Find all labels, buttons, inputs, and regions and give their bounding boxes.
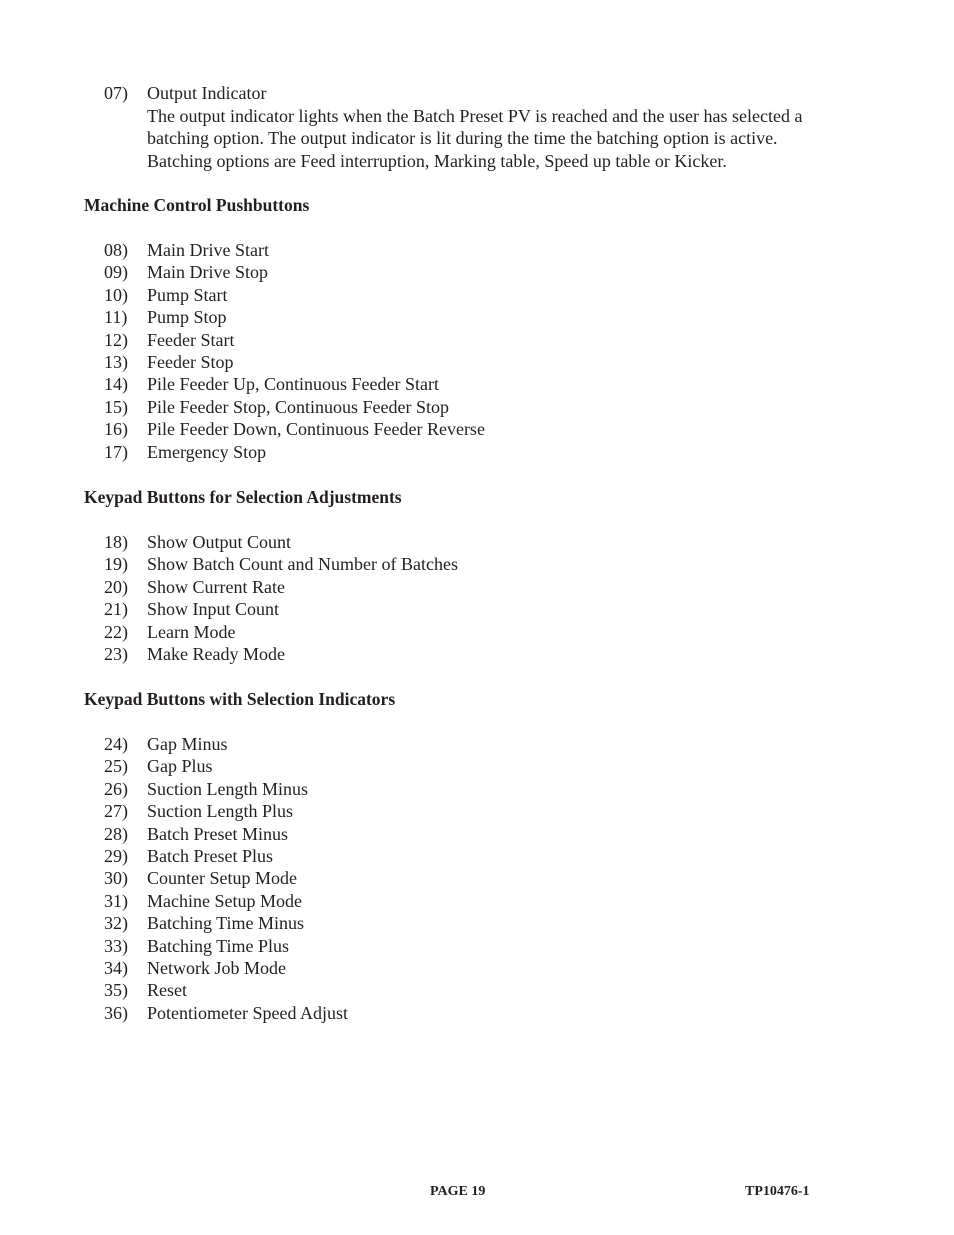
list-item: 32) Batching Time Minus [104,913,305,934]
selection-indicators-list [104,733,348,1024]
list-item: 08) Main Drive Start [104,240,269,260]
list-item: 13) Feeder Stop [104,352,234,373]
page-number: PAGE 19 [430,1184,486,1199]
list-item: 14) Pile Feeder Up, Continuous Feeder Start [104,374,439,395]
list-item: 21) Show Input Count [104,599,280,620]
list-item: 29) Batch Preset Plus [104,846,273,867]
list-item: 24) Gap Minus [104,734,228,754]
list-item: 26) Suction Length Minus [104,778,308,799]
list-item: 17) Emergency Stop [104,441,267,462]
list-item: 11) Pump Stop [104,307,227,328]
list-item: 27) Suction Length Plus [104,801,294,822]
list-item: 19) Show Batch Count and Number of Batches [104,554,458,575]
list-item: 23) Make Ready Mode [104,644,285,665]
list-item: 15) Pile Feeder Stop, Continuous Feeder Stop [104,396,449,417]
list-item: 18) Show Output Count [104,532,292,552]
list-item: 30) Counter Setup Mode [104,868,297,889]
section-heading-selection-indicators: Keypad Buttons with Selection Indicators [84,689,396,709]
list-item: 22) Learn Mode [104,621,236,642]
list-item: 34) Network Job Mode [104,958,286,979]
list-item: 12) Feeder Start [104,329,235,350]
list-item: 33) Batching Time Plus [104,935,290,956]
intro-item-description: The output indicator lights when the Batch Preset PV is reached and the user has selected a batching option. The output indicator is lit during the time the batching option is active. Batching options are Feed interruption, Marking table, Speed up table or Kicker. [147,105,803,171]
list-item: 36) Potentiometer Speed Adjust [104,1002,348,1023]
document-id: TP10476-1 [745,1184,810,1199]
list-item: 25) Gap Plus [104,756,213,777]
list-item: 28) Batch Preset Minus [104,823,288,844]
section-heading-selection-adjustments: Keypad Buttons for Selection Adjustments [84,487,402,507]
list-item: 16) Pile Feeder Down, Continuous Feeder Reverse [104,419,485,440]
machine-control-list [104,239,485,463]
list-item: 31) Machine Setup Mode [104,890,302,911]
intro-item-number: 07) [104,83,128,103]
list-item: 20) Show Current Rate [104,576,285,597]
intro-item-output-indicator [104,82,844,172]
section-heading-machine-control: Machine Control Pushbuttons [84,195,310,215]
list-item: 09) Main Drive Stop [104,262,268,283]
selection-adjustments-list [104,531,458,665]
intro-item-title: Output Indicator [147,83,267,103]
list-item: 35) Reset [104,980,187,1001]
list-item: 10) Pump Start [104,284,228,305]
